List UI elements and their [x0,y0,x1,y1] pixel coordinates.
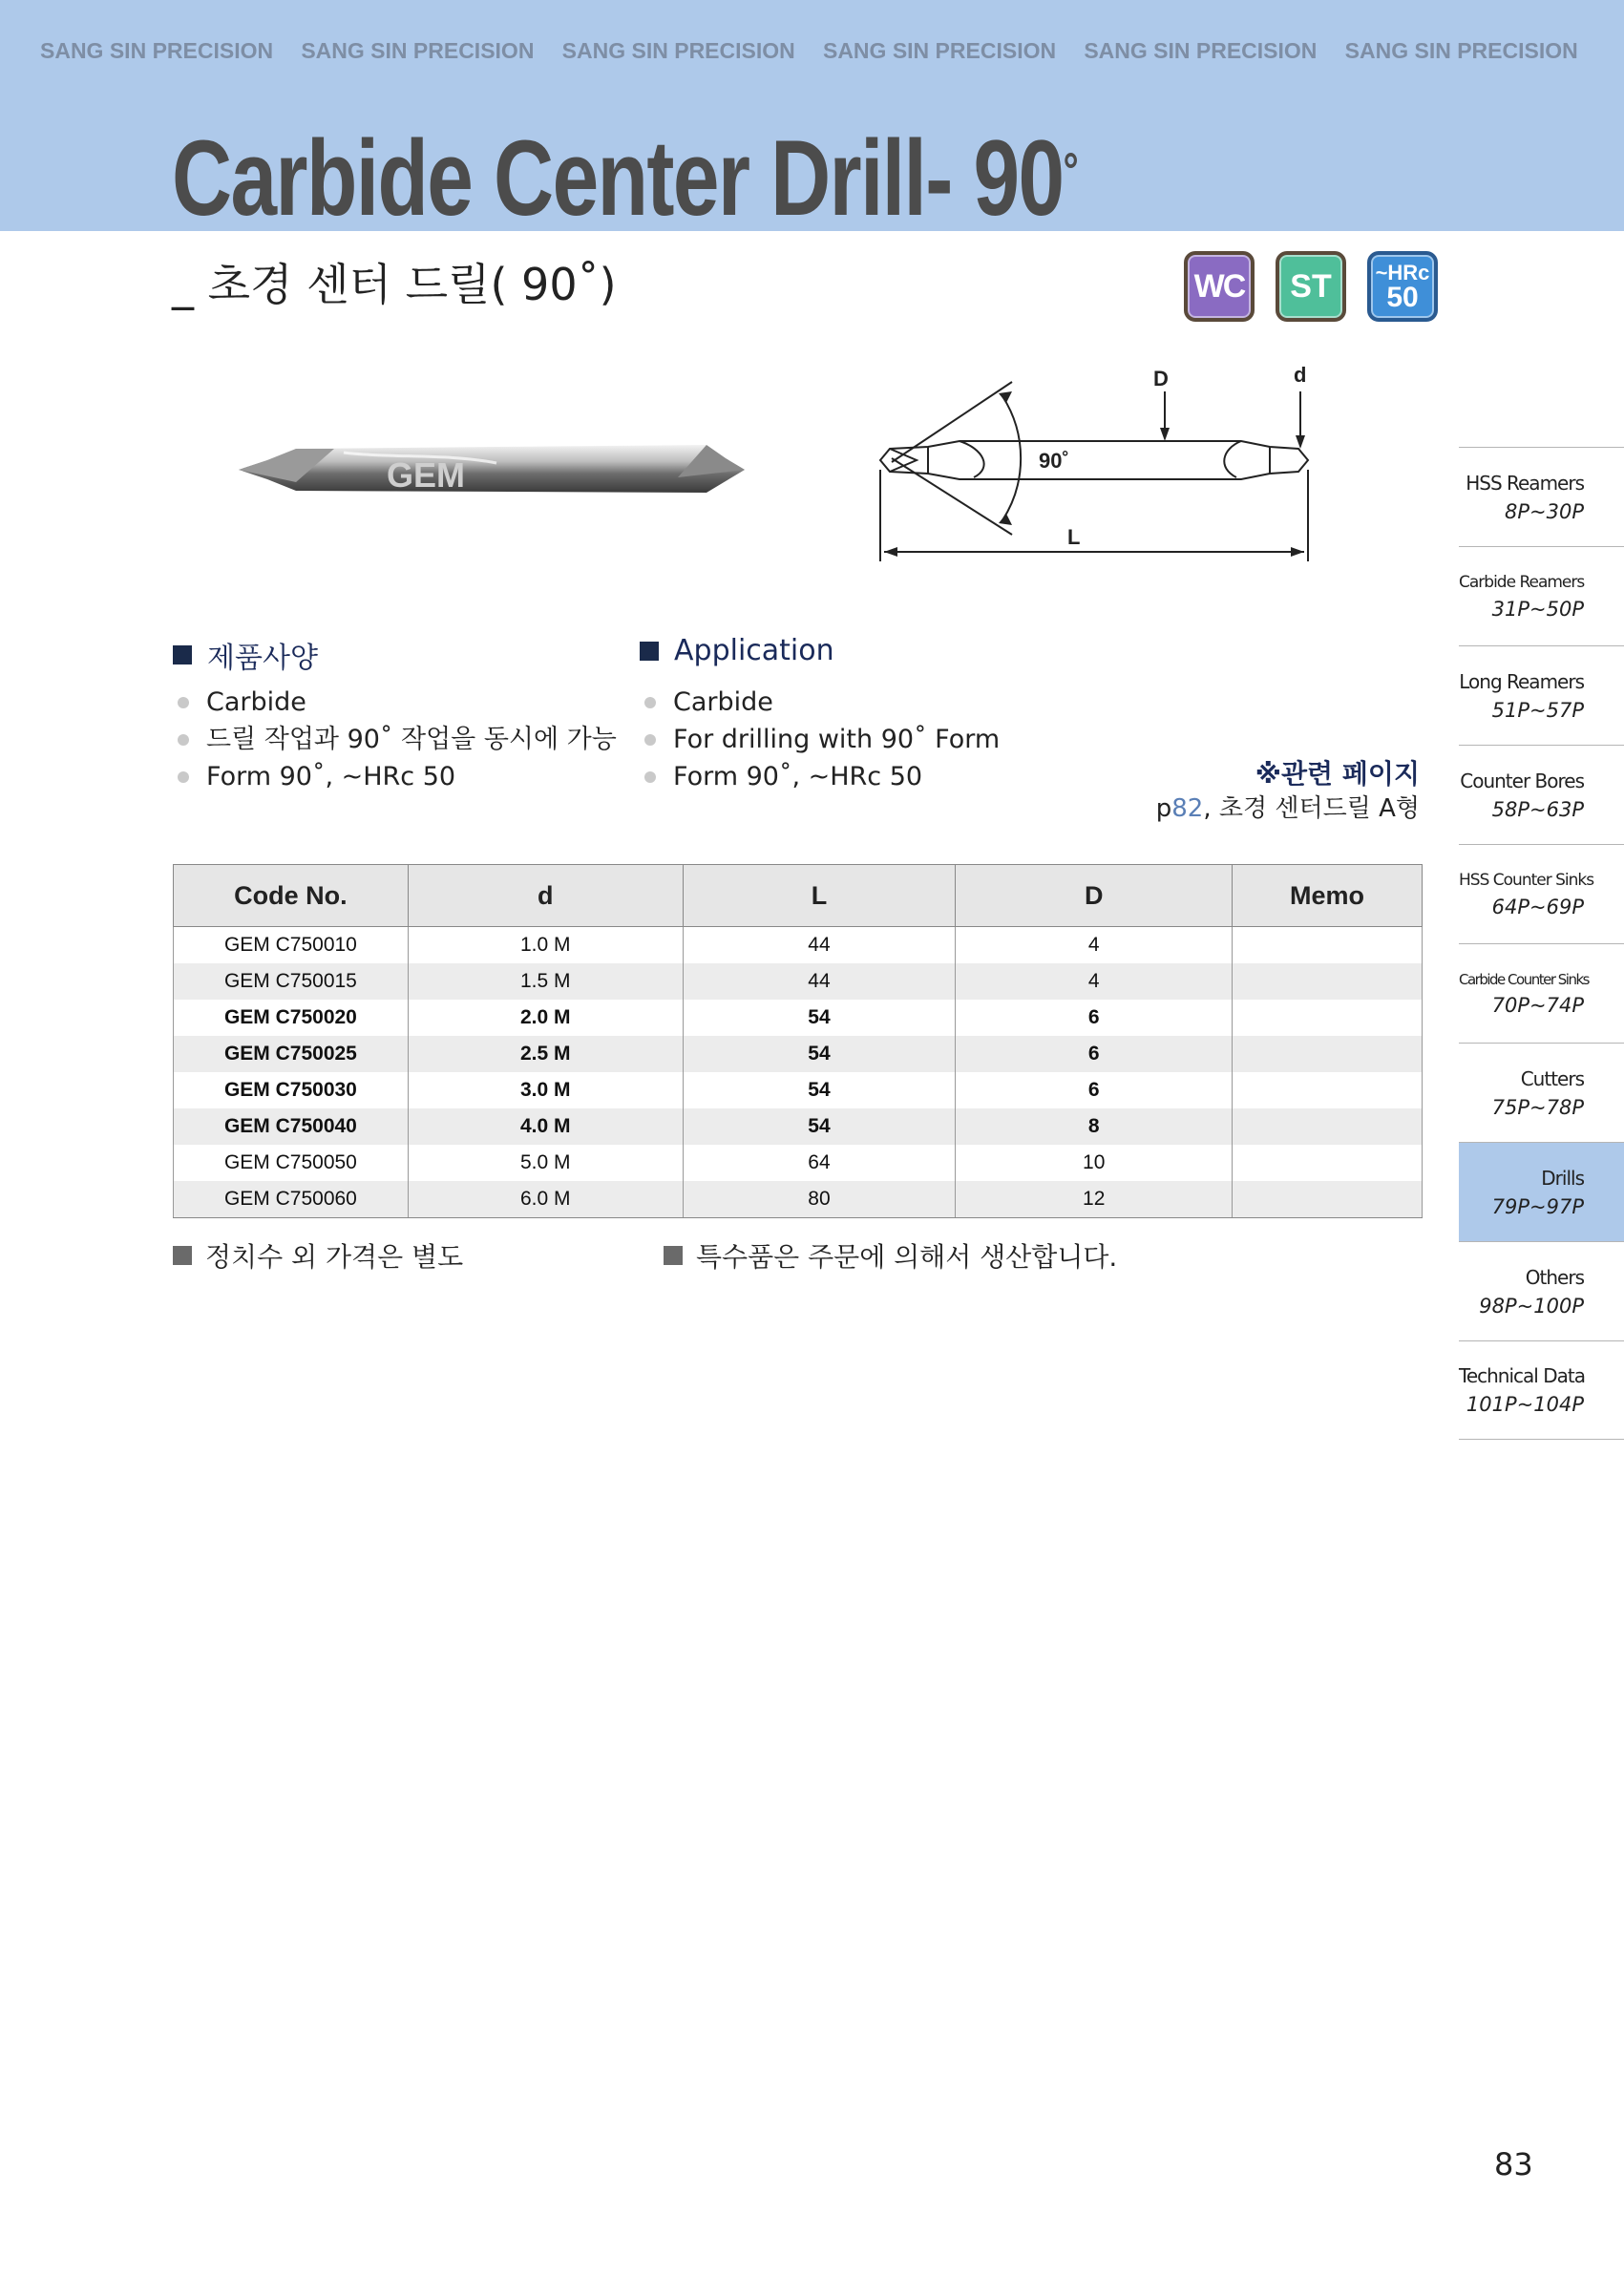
related-prefix: p [1155,794,1172,823]
table-row [174,1000,1423,1036]
page-subtitle: _ 초경 센터 드릴( 90˚) [172,259,617,310]
note-text: 특수품은 주문에 의해서 생산합니다. [696,1241,1118,1273]
sidebar-item-label: Carbide Counter Sinks [1459,970,1589,988]
related-line [1156,791,1420,826]
d-cell: 1.5 M [408,963,683,1000]
list-item: Form 90˚, ~HRc 50 [644,758,1000,795]
page-number: 83 [1494,2146,1533,2183]
d-cell: 4.0 M [408,1108,683,1145]
sidebar-item-label: Drills [1541,1166,1584,1190]
l-cell: 54 [683,1000,956,1036]
sidebar-item-hss-counter-sinks[interactable] [1459,844,1624,943]
sidebar-item-carbide-reamers[interactable] [1459,546,1624,645]
l-cell: 54 [683,1072,956,1108]
sidebar-item-pages: 98P~100P [1479,1294,1584,1318]
table-row [174,1181,1423,1218]
spec-table [173,864,1423,1218]
note-text: 정치수 외 가격은 별도 [205,1241,464,1273]
title-degree: ° [1063,143,1078,199]
square-bullet-icon [173,645,192,664]
application-heading-text: Application [674,634,834,667]
l-cell: 54 [683,1108,956,1145]
D-cell: 6 [956,1000,1233,1036]
application-heading [640,634,834,667]
D-cell: 12 [956,1181,1233,1218]
table-row [174,1108,1423,1145]
column-header: Code No. [174,865,409,927]
category-sidebar [1459,447,1624,1440]
sidebar-item-label: HSS Reamers [1466,471,1584,495]
d-cell: 3.0 M [408,1072,683,1108]
code-cell: GEM C750060 [174,1181,409,1218]
hrc-badge-bottom: 50 [1386,282,1419,313]
sidebar-item-others[interactable] [1459,1241,1624,1340]
sidebar-item-hss-reamers[interactable] [1459,447,1624,546]
diagram-label-angle: 90˚ [1039,449,1069,473]
column-header: d [408,865,683,927]
diagram-label-d: d [1294,363,1307,387]
sidebar-item-pages: 64P~69P [1491,895,1584,918]
diagram-label-D: D [1153,367,1169,390]
list-item: 드릴 작업과 90˚ 작업을 동시에 가능 [178,721,617,758]
drill-diagram [869,353,1346,573]
related-text: , 초경 센터드릴 A형 [1203,794,1420,823]
table-row [174,1072,1423,1108]
price-note [173,1236,463,1275]
page-title-text: Carbide Center Drill- 90 [172,118,1064,238]
l-cell: 54 [683,1036,956,1072]
sidebar-item-pages: 51P~57P [1491,698,1584,722]
order-note [664,1236,1117,1275]
sidebar-item-drills[interactable] [1459,1142,1624,1241]
sidebar-item-pages: 101P~104P [1466,1393,1584,1416]
D-cell: 8 [956,1108,1233,1145]
brand-repeat-row [40,38,1606,67]
sidebar-item-counter-bores[interactable] [1459,745,1624,844]
sidebar-item-pages: 31P~50P [1491,597,1584,621]
brand-text: SANG SIN PRECISION [1344,38,1578,63]
sidebar-item-long-reamers[interactable] [1459,645,1624,745]
specs-ko-heading [173,634,318,676]
related-pages [1156,757,1420,826]
sidebar-item-pages: 79P~97P [1491,1194,1584,1218]
table-row [174,1036,1423,1072]
diagram-label-L: L [1067,525,1081,549]
l-cell: 64 [683,1145,956,1181]
D-cell: 4 [956,927,1233,964]
st-badge-icon: ST [1276,251,1346,322]
memo-cell [1233,927,1423,964]
brand-text: SANG SIN PRECISION [822,38,1057,63]
l-cell: 44 [683,963,956,1000]
square-bullet-icon [173,1246,192,1265]
drill-photo [229,411,764,525]
list-item: For drilling with 90˚ Form [644,721,1000,758]
d-cell: 2.0 M [408,1000,683,1036]
sidebar-item-pages: 75P~78P [1491,1095,1584,1119]
l-cell: 80 [683,1181,956,1218]
list-item: Carbide [178,684,617,721]
code-cell: GEM C750020 [174,1000,409,1036]
sidebar-item-label: Cutters [1520,1066,1584,1090]
hrc-badge-top: ~HRc [1375,261,1430,285]
brand-text: SANG SIN PRECISION [1084,38,1318,63]
brand-text: SANG SIN PRECISION [40,38,274,63]
sidebar-item-label: Counter Bores [1460,769,1584,792]
sidebar-item-label: Carbide Reamers [1459,572,1585,592]
photo-engraving: GEM [387,455,466,495]
sidebar-item-pages: 70P~74P [1491,993,1584,1017]
l-cell: 44 [683,927,956,964]
memo-cell [1233,1036,1423,1072]
related-page-link[interactable]: 82 [1171,794,1204,823]
code-cell: GEM C750030 [174,1072,409,1108]
hrc-badge-icon [1367,251,1438,322]
column-header: L [683,865,956,927]
specs-ko-list [178,684,617,795]
square-bullet-icon [640,642,659,661]
sidebar-item-technical-data[interactable] [1459,1340,1624,1440]
d-cell: 5.0 M [408,1145,683,1181]
code-cell: GEM C750050 [174,1145,409,1181]
memo-cell [1233,1181,1423,1218]
sidebar-item-label: Long Reamers [1459,669,1584,693]
related-title: ※관련 페이지 [1255,758,1420,790]
d-cell: 2.5 M [408,1036,683,1072]
code-cell: GEM C750015 [174,963,409,1000]
table-row [174,927,1423,964]
code-cell: GEM C750025 [174,1036,409,1072]
D-cell: 4 [956,963,1233,1000]
sidebar-item-pages: 8P~30P [1504,499,1584,523]
list-item: Carbide [644,684,1000,721]
material-badges [1184,251,1438,322]
wc-badge-icon: WC [1184,251,1255,322]
memo-cell [1233,1108,1423,1145]
page-title [172,116,1077,241]
table-row [174,963,1423,1000]
sidebar-item-label: Others [1525,1265,1584,1289]
table-row [174,1145,1423,1181]
column-header: D [956,865,1233,927]
application-list [644,684,1000,795]
D-cell: 6 [956,1072,1233,1108]
sidebar-item-carbide-counter-sinks[interactable] [1459,943,1624,1043]
sidebar-item-label: Technical Data [1459,1364,1585,1387]
list-item: Form 90˚, ~HRc 50 [178,758,617,795]
brand-text: SANG SIN PRECISION [561,38,795,63]
memo-cell [1233,1000,1423,1036]
table-header-row [174,865,1423,927]
square-bullet-icon [664,1246,683,1265]
memo-cell [1233,1072,1423,1108]
memo-cell [1233,1145,1423,1181]
code-cell: GEM C750010 [174,927,409,964]
column-header: Memo [1233,865,1423,927]
D-cell: 10 [956,1145,1233,1181]
brand-text: SANG SIN PRECISION [301,38,535,63]
specs-ko-heading-text: 제품사양 [207,642,318,675]
sidebar-item-label: HSS Counter Sinks [1459,870,1594,890]
d-cell: 1.0 M [408,927,683,964]
sidebar-item-cutters[interactable] [1459,1043,1624,1142]
d-cell: 6.0 M [408,1181,683,1218]
memo-cell [1233,963,1423,1000]
code-cell: GEM C750040 [174,1108,409,1145]
D-cell: 6 [956,1036,1233,1072]
sidebar-item-pages: 58P~63P [1491,797,1584,821]
